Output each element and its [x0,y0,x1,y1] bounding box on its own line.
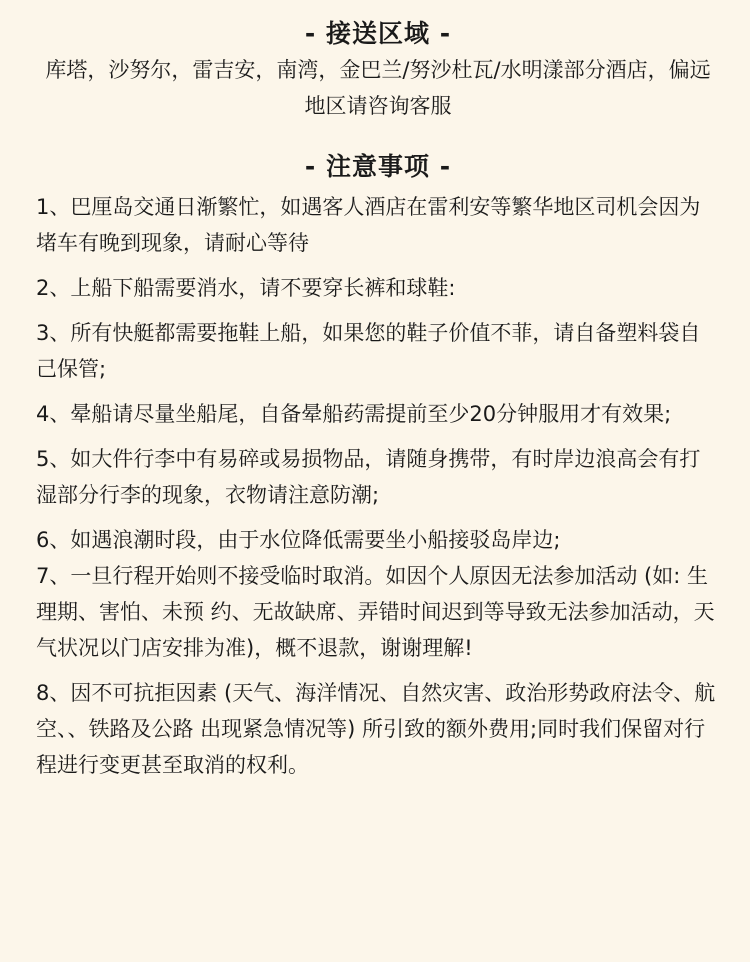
note-item: 2、上船下船需要消水，请不要穿长裤和球鞋: [36,276,456,300]
pickup-area-text: 库塔，沙努尔，雷吉安，南湾，金巴兰/努沙杜瓦/水明漾部分酒店，偏远地区请咨询客服 [45,58,711,118]
notes-title: - 注意事项 - [304,152,452,181]
note-item: 5、如大件行李中有易碎或易损物品，请随身携带，有时岸边浪高会有打湿部分行李的现象，衣物请注意防潮; [36,447,701,507]
note-item: 3、所有快艇都需要拖鞋上船，如果您的鞋子价值不菲，请自备塑料袋自己保管; [36,321,701,381]
note-item: 4、晕船请尽量坐船尾，自备晕船药需提前至少20分钟服用才有效果; [36,402,672,426]
note-item: 6、如遇浪潮时段，由于水位降低需要坐小船接驳岛岸边; [36,528,561,552]
notes-list [36,189,720,783]
note-item: 1、巴厘岛交通日渐繁忙，如遇客人酒店在雷利安等繁华地区司机会因为堵车有晚到现象，请耐心等待 [36,195,701,255]
note-item: 7、一旦行程开始则不接受临时取消。如因个人原因无法参加活动 (如: 生理期、害怕、未预 约、无故缺席、弄错时间迟到等导致无法参加活动，天气状况以门店安排为准)，概不退款，谢谢理解! [36,564,715,660]
pickup-area-title: - 接送区域 - [304,19,452,48]
note-item: 8、因不可抗拒因素 (天气、海洋情况、自然灾害、政治形势政府法令、航空、、铁路及公路 出现紧急情况等) 所引致的额外费用;同时我们保留对行程进行变更甚至取消的权利。 [36,681,716,777]
